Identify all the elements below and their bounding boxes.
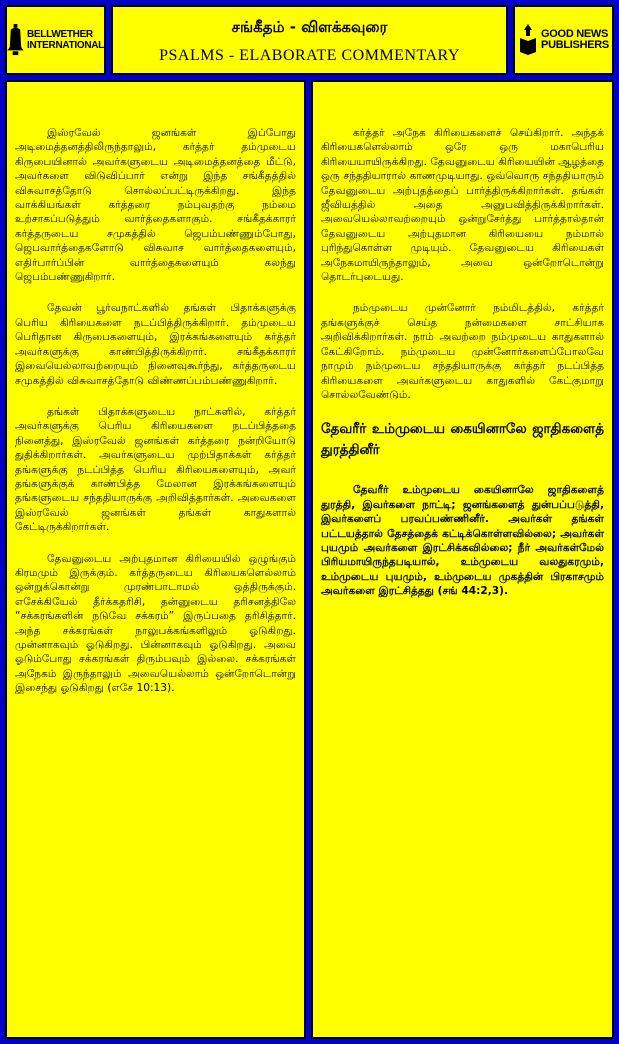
right-column — [311, 80, 614, 1039]
logo-right-line-2: PUBLISHERS — [541, 39, 609, 51]
right-paragraph-1: கர்த்தர் அநேக கிரியைகளைச் செய்கிறார். அந்தக் கிரியைகளெல்லாம் ஒரே ஒரு மகாபெரிய கிரியையாயிருக்கிறது. தேவனுடைய கிரியையின் ஆழத்தை ஒரு சந்ததியாரால் காணமுடியாது. ஒவ்வொரு சந்ததியாரும் தேவனுடைய அற்புதத்தைப் பார்த்திருக்கிறார்கள். தங்கள் ஜீவியத்தில் அதை அனுபவித்திருக்கிறார்கள். அவையெல்லாவற்றையும் ஒன்றுசேர்த்து பார்த்தால்தான் தேவனுடைய அற்புதமான கிரியையை நம்மால் புரிந்துகொள்ள முடியும். தேவனுடைய கிரியைகள் அநேகமாயிருந்தாலும், அவை ஒன்றோடொன்று தொடர்புடையது. — [321, 127, 604, 284]
left-paragraph-3: தங்கள் பிதாக்களுடைய நாட்களில், கர்த்தர் அவர்களுக்கு பெரிய கிரியைகளை நடப்பித்ததை நினைத்து, இஸ்ரவேல் ஜனங்கள் கர்த்தரை நன்றியோடு துதிக்கிறார்கள். அவர்களுடைய முற்பிதாக்கள் கர்த்தர் தங்களுக்கு நடப்பித்த பெரிய கிரியைகளையும், அவர் தங்களுக்குக் காண்பித்த மேலான இரக்கங்களையும் தங்களுடைய சந்ததியாருக்கு அறிவித்தார்கள். அவைகளை இஸ்ரவேல் ஜனங்கள் தங்கள் காதுகளால் கேட்டிருக்கிறார்கள். — [15, 405, 296, 534]
left-column — [5, 80, 306, 1039]
left-paragraph-2: தேவன் பூர்வநாட்களில் தங்கள் பிதாக்களுக்கு பெரிய கிரியைகளை நடப்பித்திருக்கிறார். தம்முடைய பெரிதான கிருபைகளையும், இரக்கங்களையும் கர்த்தர் அவர்களுக்கு காண்பித்திருக்கிறார். சங்கீதக்காரர் இவையெல்லாவற்றையும் நினைவுகூர்ந்து, கர்த்தருடைய சமுகத்தில் விசுவாசத்தோடு விண்ணப்பம்பண்ணுகிறார். — [15, 302, 296, 387]
page-header — [111, 5, 508, 75]
left-paragraph-1: இஸ்ரவேல் ஜனங்கள் இப்போது அடிமைத்தனத்திலிருந்தாலும், கர்த்தர் தம்முடைய கிருபையினால் அவர்களுடைய அடிமைத்தனத்தை மீட்டு, அவர்களை விடுவிப்பார் என்று இந்த சங்கீதத்தில் விசுவாசத்தோடு சொல்லப்பட்டிருக்கிறது. இந்த வாக்கியங்கள் கர்த்தரை நம்புவதற்கு நம்மை உற்சாகப்படுத்தும் வார்த்தைகளாகும். சங்கீதக்காரர் கர்த்தருடைய சமுகத்தில் ஜெபம்பண்ணும்போது, ஜெபவார்த்தைகளோடு விசுவாச வார்த்தைகளையும், எதிர்பார்ப்பின் வார்த்தைகளையும் கலந்து ஜெபம்பண்ணுகிறார். — [15, 127, 296, 284]
bellwether-logo — [5, 5, 106, 75]
good-news-logo — [513, 5, 614, 75]
logo-right-line-1: GOOD NEWS — [541, 28, 609, 40]
verse-quote: தேவரீர் உம்முடைய கையினாலே ஜாதிகளைத் துரத்தி, இவர்களை நாட்டி; ஜனங்களைத் துன்பப்படுத்தி, இவர்களைப் பரவப்பண்ணினீர். அவர்கள் தங்கள் பட்டயத்தால் தேசத்தைக் கட்டிக்கொள்ளவில்லை; அவர்கள் புயமும் அவர்களை இரட்சிக்கவில்லை; நீர் அவர்கள்மேல் பிரியமாயிருந்தபடியால், உம்முடைய வலதுகரமும், உம்முடைய புயமும், உம்முடைய முகத்தின் பிரகாசமும் அவர்களை இரட்சித்தது (சங் 44:2,3). — [321, 484, 604, 598]
left-paragraph-4: தேவனுடைய அற்புதமான கிரியையில் ஒழுங்கும் கிரமமும் இருக்கும். கர்த்தருடைய கிரியைகளெல்லாம் ஒன்றுக்கொன்று முரண்பாடாமல் ஒத்திருக்கும். எசேக்கியேல் தீர்க்கதரிசி, தன்னுடைய தரிசனத்திலே “சக்கரங்களின் நடுவே சக்கரம்” இருப்பதை தரிசித்தார். அந்த சக்கரங்கள் நாலுபக்கங்களிலும் ஓடுகிறது. முன்னாகவும் ஓடுகிறது. பின்னாகவும் ஓடுகிறது. அவை ஓடும்போது சக்கரங்கள் திரும்பவும் இல்லை. சக்கரங்கள் அநேகம் இருந்தாலும் அவையெல்லாம் ஒன்றோடொன்று இசைந்து ஓடுகிறது (எசே 10:13). — [15, 552, 296, 695]
right-paragraph-2: நம்முடைய முன்னோர் நம்மிடத்தில், கர்த்தர் தங்களுக்குச் செய்த நன்மைகளை சாட்சியாக அறிவிக்கிறார்கள். நாம் அவற்றை நம்முடைய காதுகளால் கேட்கிறோம். நம்முடைய முன்னோர்களைப்போலவே நாமும் நம்முடைய சந்ததியாருக்கு கர்த்தர் நடப்பித்த கிரியைகளை அவர்களுடைய காதுகளில் கேட்குமாறு சொல்லவேண்டும். — [321, 302, 604, 401]
page-title-english: PSALMS - ELABORATE COMMENTARY — [159, 47, 460, 64]
dove-book-icon — [518, 22, 538, 58]
page-title-tamil: சங்கீதம் - விளக்கவுரை — [231, 18, 388, 36]
bell-icon — [7, 23, 24, 57]
section-heading: தேவரீர் உம்முடைய கையினாலே ஜாதிகளைத் துரத்தினீர் — [321, 421, 604, 459]
logo-left-line-2: INTERNATIONAL — [26, 40, 104, 51]
logo-left-line-1: BELLWETHER — [26, 29, 93, 40]
